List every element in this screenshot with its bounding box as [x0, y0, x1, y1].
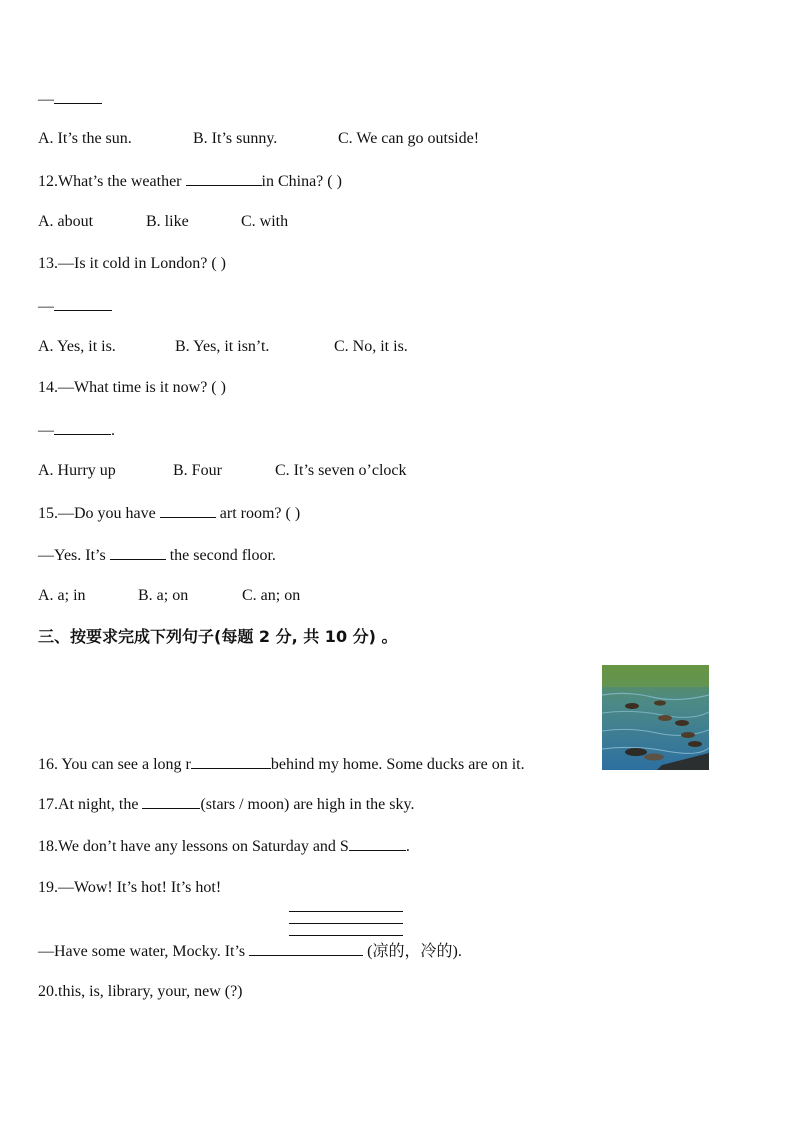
question-20: 20.this, is, library, your, new (?) [38, 983, 243, 1000]
answer-blank[interactable] [54, 89, 102, 104]
option-a: A. Hurry up [38, 462, 116, 479]
answer-blank[interactable] [142, 794, 200, 809]
option-c: C. No, it is. [334, 338, 408, 355]
answer-line-14: — . [38, 422, 115, 439]
option-c: C. It’s seven o’clock [275, 462, 407, 479]
question-15-response: —Yes. It’s the second floor. [38, 547, 276, 564]
answer-blank[interactable] [54, 420, 111, 435]
answer-blank[interactable] [110, 545, 166, 560]
option-a: A. about [38, 213, 94, 230]
options-11 [38, 129, 479, 149]
question-14: 14.—What time is it now? ( ) [38, 379, 226, 396]
question-17: 17.At night, the (stars / moon) are high in the sky. [38, 796, 415, 813]
answer-line [289, 935, 403, 936]
answer-line [289, 911, 403, 912]
question-12: 12.What’s the weather in China? ( ) [38, 173, 342, 190]
section-3-heading: 三、按要求完成下列句子(每题 2 分, 共 10 分) 。 [38, 627, 398, 646]
answer-blank[interactable] [349, 836, 406, 851]
ducks-photo-graphic [602, 665, 709, 770]
question-13: 13.—Is it cold in London? ( ) [38, 255, 226, 272]
option-a: A. Yes, it is. [38, 338, 116, 355]
option-b: B. like [146, 213, 189, 230]
question-19: 19.—Wow! It’s hot! It’s hot! [38, 879, 222, 896]
option-b: B. It’s sunny. [193, 130, 278, 147]
question-16: 16. You can see a long r behind my home. Some ducks are on it. [38, 756, 525, 773]
ducks-on-river-photo [602, 665, 709, 770]
options-15 [38, 586, 300, 606]
answer-line-11: — [38, 89, 102, 110]
option-b: B. Four [173, 462, 222, 479]
option-c: C. an; on [242, 587, 301, 604]
question-19-response: —Have some water, Mocky. It’s (凉的，冷的). [38, 943, 462, 960]
answer-blank[interactable] [160, 503, 216, 518]
answer-line [289, 923, 403, 924]
answer-blank[interactable] [186, 171, 262, 186]
options-14 [38, 461, 407, 481]
option-c: C. with [241, 213, 289, 230]
question-15: 15.—Do you have art room? ( ) [38, 505, 301, 522]
option-b: B. Yes, it isn’t. [175, 338, 270, 355]
options-13 [38, 337, 408, 357]
option-a: A. It’s the sun. [38, 130, 132, 147]
answer-blank[interactable] [249, 941, 363, 956]
answer-blank[interactable] [191, 754, 271, 769]
options-12 [38, 212, 288, 232]
option-a: A. a; in [38, 587, 86, 604]
option-b: B. a; on [138, 587, 189, 604]
answer-blank[interactable] [54, 296, 112, 311]
option-c: C. We can go outside! [338, 130, 480, 147]
question-18: 18.We don’t have any lessons on Saturday and S . [38, 838, 410, 855]
answer-line-13: — [38, 296, 112, 317]
